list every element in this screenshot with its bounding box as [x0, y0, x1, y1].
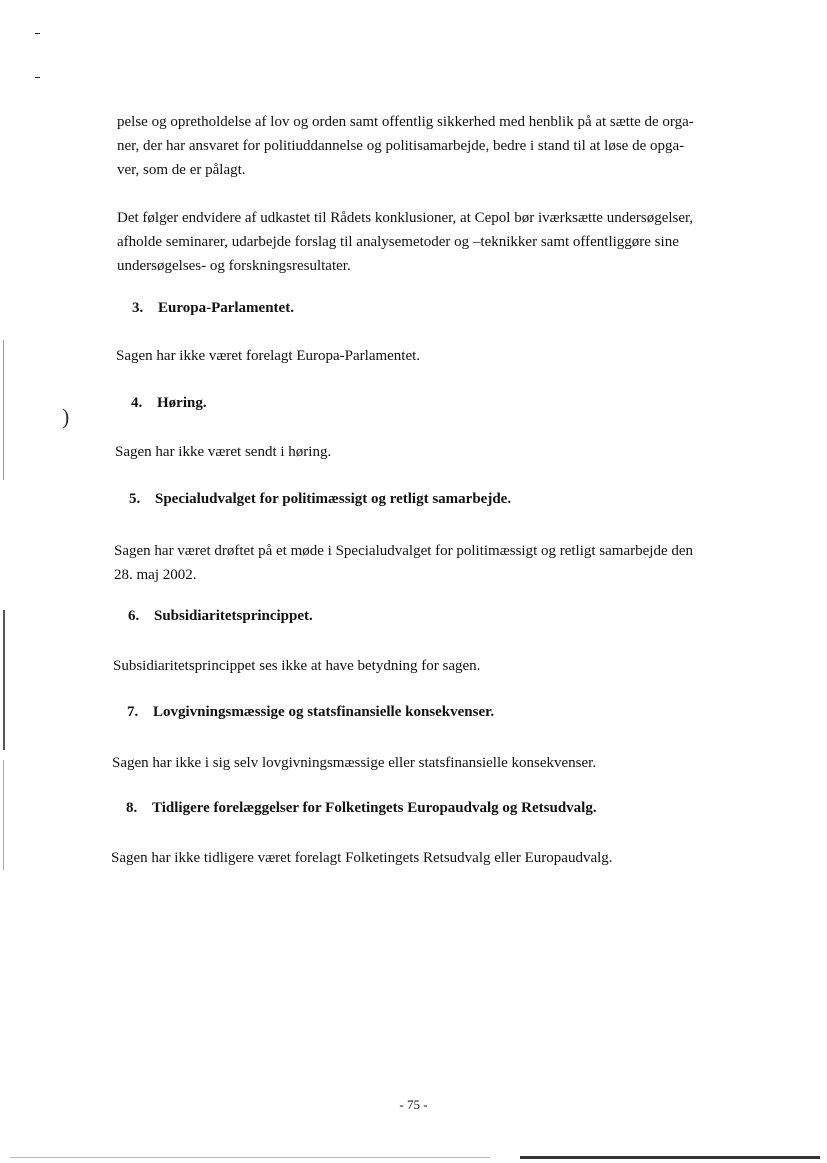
- section-number: 8.: [126, 800, 138, 816]
- text-line: Sagen har ikke været forelagt Europa-Parlamentet.: [116, 348, 421, 364]
- scan-bottom-line: [10, 1157, 490, 1158]
- section-title: Høring.: [157, 395, 207, 411]
- text-line: ner, der har ansvaret for politiuddannelse og politisamarbejde, bedre i stand til at løse de opga-: [117, 138, 685, 154]
- section-title: Lovgivningsmæssige og statsfinansielle konsekvenser.: [153, 704, 495, 720]
- section-number: 6.: [128, 608, 140, 624]
- text-line: Sagen har ikke været sendt i høring.: [115, 444, 332, 460]
- section-paragraph: [114, 539, 693, 587]
- text-line: Det følger endvidere af udkastet til Rådets konklusioner, at Cepol bør iværksætte undersøgelser,: [117, 210, 694, 226]
- section-number: 7.: [127, 704, 139, 720]
- section-title: Europa-Parlamentet.: [158, 300, 294, 316]
- section-paragraph: [113, 654, 480, 678]
- section-heading: [126, 800, 597, 817]
- text-line: Sagen har været drøftet på et møde i Specialudvalget for politimæssigt og retligt samarbejde den: [114, 543, 694, 559]
- section-paragraph: [115, 440, 331, 464]
- text-line: afholde seminarer, udarbejde forslag til analysemetoder og –teknikker samt offentliggøre sine: [117, 234, 679, 250]
- section-heading: [132, 300, 294, 317]
- scan-edge-line: [3, 610, 5, 750]
- section-heading: [129, 491, 511, 508]
- section-number: 5.: [129, 491, 141, 507]
- scan-edge-line: [3, 760, 4, 870]
- section-paragraph: [116, 344, 420, 368]
- text-line: Subsidiaritetsprincippet ses ikke at have betydning for sagen.: [113, 658, 481, 674]
- section-title: Subsidiaritetsprincippet.: [154, 608, 313, 624]
- text-line: Sagen har ikke tidligere været forelagt Folketingets Retsudvalg eller Europaudvalg.: [111, 850, 613, 866]
- page-number: - 75 -: [399, 1097, 428, 1112]
- text-line: ver, som de er pålagt.: [117, 162, 246, 178]
- bracket-mark: ): [62, 404, 70, 429]
- scan-bottom-line: [520, 1156, 820, 1159]
- text-line: pelse og opretholdelse af lov og orden samt offentlig sikkerhed med henblik på at sætte de orga-: [117, 114, 694, 130]
- scan-mark: [35, 33, 40, 34]
- scan-mark: [35, 77, 40, 78]
- section-number: 4.: [131, 395, 143, 411]
- second-paragraph: [117, 206, 693, 278]
- text-line: 28. maj 2002.: [114, 567, 197, 583]
- section-paragraph: [111, 846, 613, 870]
- section-title: Tidligere forelæggelser for Folketingets Europaudvalg og Retsudvalg.: [152, 800, 597, 816]
- text-line: undersøgelses- og forskningsresultater.: [117, 258, 351, 274]
- scan-edge-line: [3, 340, 4, 480]
- section-heading: [128, 608, 313, 625]
- section-heading: [131, 395, 207, 412]
- section-title: Specialudvalget for politimæssigt og retligt samarbejde.: [155, 491, 512, 507]
- section-number: 3.: [132, 300, 144, 316]
- intro-paragraph: [117, 110, 694, 182]
- section-heading: [127, 704, 494, 721]
- text-line: Sagen har ikke i sig selv lovgivningsmæssige eller statsfinansielle konsekvenser.: [112, 755, 597, 771]
- section-paragraph: [112, 751, 596, 775]
